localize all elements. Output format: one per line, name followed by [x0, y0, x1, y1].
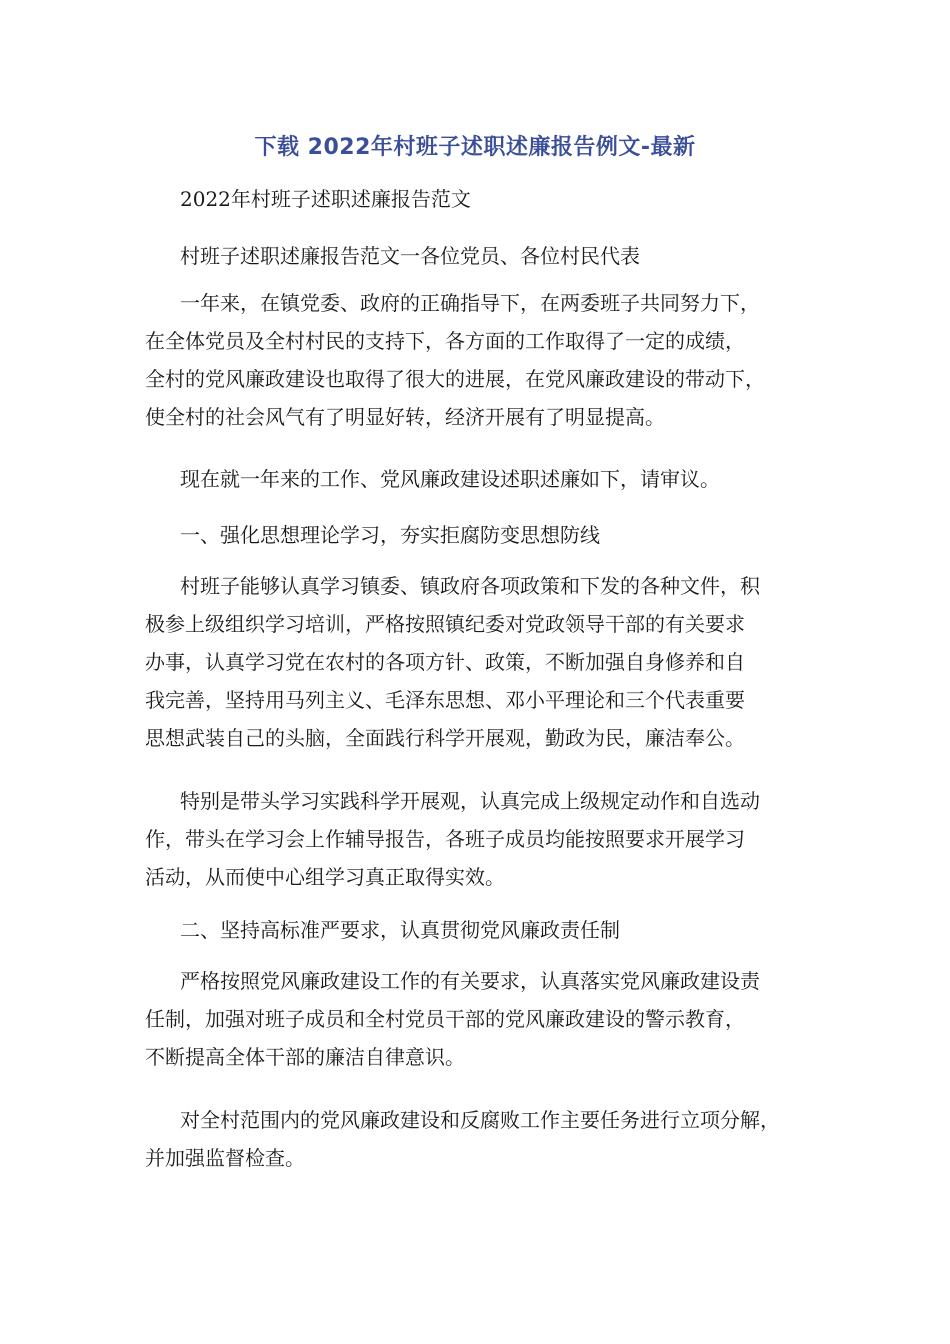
paragraph-line: 现在就一年来的工作、党风廉政建设述职述廉如下，请审议。 — [180, 467, 720, 491]
paragraph-line: 使全村的社会风气有了明显好转，经济开展有了明显提高。 — [145, 405, 665, 429]
paragraph-line: 2022年村班子述职述廉报告范文 — [180, 187, 471, 211]
paragraph-line: 二、坚持高标准严要求，认真贯彻党风廉政责任制 — [180, 918, 620, 942]
paragraph-line: 全村的党风廉政建设也取得了很大的进展，在党风廉政建设的带动下， — [145, 367, 765, 391]
paragraph-line: 村班子能够认真学习镇委、镇政府各项政策和下发的各种文件，积 — [180, 574, 760, 598]
paragraph — [145, 284, 810, 436]
document-title: 下载 2022年村班子述职述廉报告例文-最新 — [254, 135, 696, 160]
paragraph-line: 办事，认真学习党在农村的各项方针、政策，不断加强自身修养和自 — [145, 650, 745, 674]
paragraph — [145, 516, 810, 554]
paragraph-line: 思想武装自己的头脑，全面践行科学开展观，勤政为民，廉洁奉公。 — [145, 726, 745, 750]
paragraph-line: 任制，加强对班子成员和全村党员干部的党风廉政建设的警示教育， — [145, 1007, 745, 1031]
paragraph — [145, 911, 810, 949]
paragraph-line: 作，带头在学习会上作辅导报告，各班子成员均能按照要求开展学习 — [145, 827, 745, 851]
paragraph — [145, 1101, 810, 1177]
paragraph-line: 严格按照党风廉政建设工作的有关要求，认真落实党风廉政建设责 — [180, 969, 760, 993]
paragraph-line: 特别是带头学习实践科学开展观，认真完成上级规定动作和自选动 — [180, 789, 760, 813]
paragraph-line: 对全村范围内的党风廉政建设和反腐败工作主要任务进行立项分解， — [180, 1108, 780, 1132]
paragraph — [145, 237, 810, 275]
paragraph — [145, 962, 810, 1076]
paragraph-line: 我完善，坚持用马列主义、毛泽东思想、邓小平理论和三个代表重要 — [145, 688, 745, 712]
paragraph-line: 村班子述职述廉报告范文一各位党员、各位村民代表 — [180, 244, 640, 268]
paragraph-line: 极参上级组织学习培训，严格按照镇纪委对党政领导干部的有关要求 — [145, 612, 745, 636]
paragraph — [145, 460, 810, 498]
paragraph — [145, 782, 810, 896]
paragraph-line: 一年来，在镇党委、政府的正确指导下，在两委班子共同努力下， — [180, 291, 760, 315]
paragraph — [145, 567, 810, 757]
paragraph-line: 一、强化思想理论学习，夯实拒腐防变思想防线 — [180, 523, 600, 547]
paragraph-line: 活动，从而使中心组学习真正取得实效。 — [145, 865, 505, 889]
paragraph — [145, 180, 810, 218]
paragraph-line: 在全体党员及全村村民的支持下，各方面的工作取得了一定的成绩， — [145, 329, 745, 353]
paragraph-line: 不断提高全体干部的廉洁自律意识。 — [145, 1045, 465, 1069]
paragraph-line: 并加强监督检查。 — [145, 1146, 305, 1170]
